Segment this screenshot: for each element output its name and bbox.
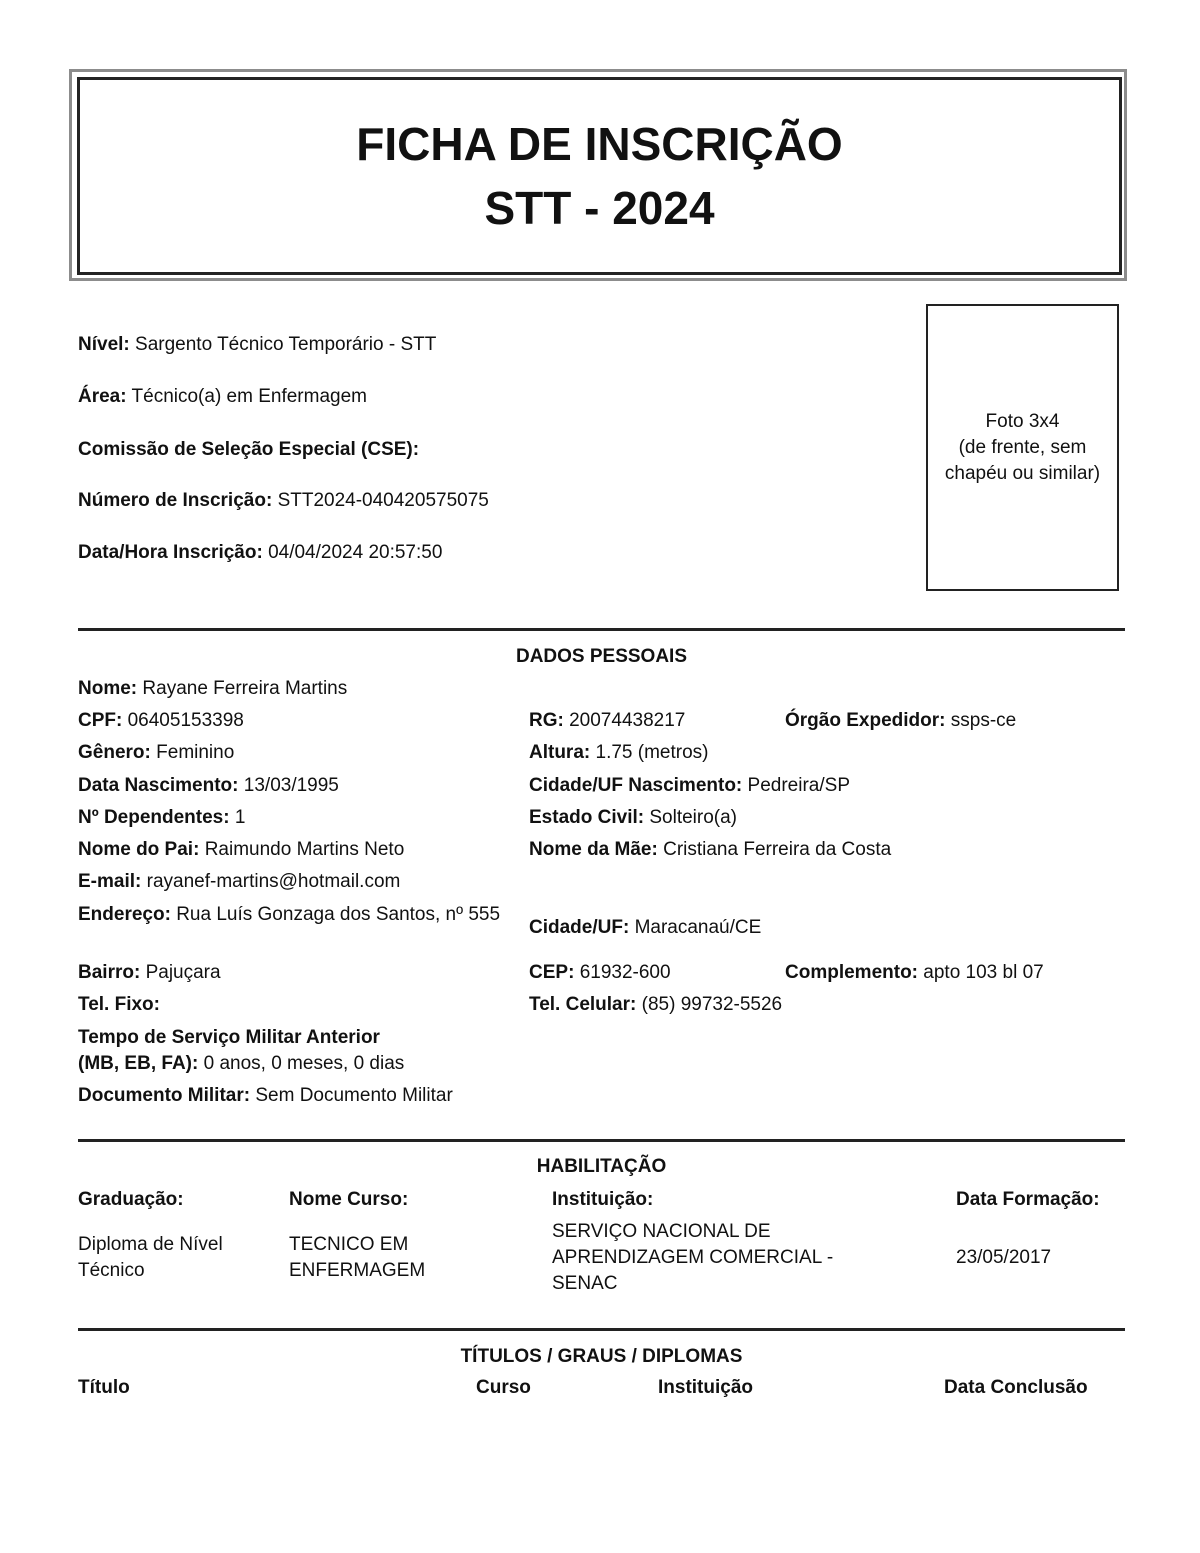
complemento-value: apto 103 bl 07 bbox=[923, 962, 1044, 983]
nascimento-value: 13/03/1995 bbox=[243, 775, 339, 796]
numero-label: Número de Inscrição: bbox=[78, 490, 273, 511]
col-header-data-formacao: Data Formação: bbox=[956, 1189, 1100, 1210]
altura-label: Altura: bbox=[529, 742, 591, 763]
dependentes-label: Nº Dependentes: bbox=[78, 807, 230, 828]
field-cidade-uf bbox=[529, 915, 761, 941]
col-header-curso: Curso bbox=[476, 1377, 531, 1398]
nascimento-label: Data Nascimento: bbox=[78, 775, 239, 796]
pai-value: Raimundo Martins Neto bbox=[204, 839, 405, 860]
section-title-habilitacao: HABILITAÇÃO bbox=[536, 1156, 667, 1177]
photo-placeholder: Foto 3x4 (de frente, sem chapéu ou similar) bbox=[926, 304, 1119, 591]
field-nivel bbox=[78, 332, 436, 358]
section-title-dados-pessoais: DADOS PESSOAIS bbox=[515, 646, 688, 667]
cpf-value: 06405153398 bbox=[127, 710, 244, 731]
endereco-value: Rua Luís Gonzaga dos Santos, nº 555 bbox=[176, 904, 501, 925]
field-cep bbox=[529, 960, 671, 986]
cep-label: CEP: bbox=[529, 962, 575, 983]
rg-label: RG: bbox=[529, 710, 564, 731]
cell-instituicao: SERVIÇO NACIONAL DE APRENDIZAGEM COMERCIAL - SENAC bbox=[552, 1221, 834, 1294]
nivel-label: Nível: bbox=[78, 334, 130, 355]
col-header-data-conclusao: Data Conclusão bbox=[944, 1377, 1088, 1398]
field-endereco bbox=[78, 902, 508, 928]
field-cse bbox=[78, 437, 419, 463]
tempo-servico-label-1: Tempo de Serviço Militar Anterior bbox=[78, 1027, 380, 1048]
col-header-instituicao: Instituição: bbox=[552, 1189, 654, 1210]
tel-fixo-label: Tel. Fixo: bbox=[78, 994, 160, 1015]
cse-label: Comissão de Seleção Especial (CSE): bbox=[78, 439, 420, 460]
orgao-value: ssps-ce bbox=[950, 710, 1017, 731]
cpf-label: CPF: bbox=[78, 710, 123, 731]
cell-graduacao: Diploma de Nível Técnico bbox=[78, 1234, 223, 1281]
mae-value: Cristiana Ferreira da Costa bbox=[663, 839, 892, 860]
field-nome-pai bbox=[78, 837, 404, 863]
field-cpf bbox=[78, 708, 244, 734]
bairro-label: Bairro: bbox=[78, 962, 141, 983]
tempo-servico-value: 0 anos, 0 meses, 0 dias bbox=[203, 1053, 405, 1074]
data-hora-value: 04/04/2024 20:57:50 bbox=[268, 542, 443, 563]
dependentes-value: 1 bbox=[234, 807, 246, 828]
title-line-2: STT - 2024 bbox=[484, 182, 715, 234]
doc-militar-value: Sem Documento Militar bbox=[255, 1085, 453, 1106]
email-label: E-mail: bbox=[78, 871, 142, 892]
field-tel-celular bbox=[529, 992, 782, 1018]
col-header-instituicao-titulo: Instituição bbox=[658, 1377, 754, 1398]
field-complemento bbox=[785, 960, 1044, 986]
doc-militar-label: Documento Militar: bbox=[78, 1085, 251, 1106]
area-label: Área: bbox=[78, 386, 127, 407]
tel-celular-label: Tel. Celular: bbox=[529, 994, 637, 1015]
numero-value: STT2024-040420575075 bbox=[277, 490, 489, 511]
field-nome-mae bbox=[529, 837, 891, 863]
field-dependentes bbox=[78, 805, 245, 831]
cidade-nasc-label: Cidade/UF Nascimento: bbox=[529, 775, 743, 796]
orgao-label: Órgão Expedidor: bbox=[785, 710, 946, 731]
field-area bbox=[78, 384, 367, 410]
cell-nome-curso: TECNICO EM ENFERMAGEM bbox=[289, 1234, 426, 1281]
document-title bbox=[77, 112, 1122, 240]
section-title-titulos: TÍTULOS / GRAUS / DIPLOMAS bbox=[460, 1346, 743, 1367]
title-line-1: FICHA DE INSCRIÇÃO bbox=[356, 118, 843, 170]
data-hora-label: Data/Hora Inscrição: bbox=[78, 542, 263, 563]
genero-value: Feminino bbox=[156, 742, 235, 763]
section-divider bbox=[78, 1139, 1125, 1142]
cep-value: 61932-600 bbox=[579, 962, 671, 983]
field-altura bbox=[529, 740, 709, 766]
email-value: rayanef-martins@hotmail.com bbox=[146, 871, 401, 892]
field-email bbox=[78, 869, 400, 895]
col-header-titulo: Título bbox=[78, 1377, 130, 1398]
tempo-servico-label-2: (MB, EB, FA): bbox=[78, 1053, 199, 1074]
mae-label: Nome da Mãe: bbox=[529, 839, 658, 860]
tel-celular-value: (85) 99732-5526 bbox=[641, 994, 783, 1015]
field-estado-civil bbox=[529, 805, 737, 831]
section-divider bbox=[78, 628, 1125, 631]
field-genero bbox=[78, 740, 234, 766]
field-numero-inscricao bbox=[78, 488, 489, 514]
cidade-uf-value: Maracanaú/CE bbox=[634, 917, 762, 938]
pai-label: Nome do Pai: bbox=[78, 839, 200, 860]
nivel-value: Sargento Técnico Temporário - STT bbox=[135, 334, 437, 355]
nome-value: Rayane Ferreira Martins bbox=[142, 678, 348, 699]
altura-value: 1.75 (metros) bbox=[595, 742, 709, 763]
cidade-nasc-value: Pedreira/SP bbox=[747, 775, 850, 796]
rg-value: 20074438217 bbox=[569, 710, 686, 731]
complemento-label: Complemento: bbox=[785, 962, 918, 983]
col-header-nome-curso: Nome Curso: bbox=[289, 1189, 409, 1210]
field-tel-fixo bbox=[78, 992, 160, 1018]
field-orgao-expedidor bbox=[785, 708, 1016, 734]
estado-civil-value: Solteiro(a) bbox=[649, 807, 738, 828]
field-data-hora bbox=[78, 540, 442, 566]
nome-label: Nome: bbox=[78, 678, 138, 699]
area-value: Técnico(a) em Enfermagem bbox=[131, 386, 367, 407]
field-tempo-servico bbox=[78, 1025, 404, 1077]
cidade-uf-label: Cidade/UF: bbox=[529, 917, 630, 938]
field-rg bbox=[529, 708, 685, 734]
col-header-graduacao: Graduação: bbox=[78, 1189, 184, 1210]
cell-data-formacao: 23/05/2017 bbox=[956, 1247, 1052, 1268]
field-data-nascimento bbox=[78, 773, 339, 799]
endereco-label: Endereço: bbox=[78, 904, 171, 925]
field-bairro bbox=[78, 960, 221, 986]
section-divider bbox=[78, 1328, 1125, 1331]
field-cidade-nascimento bbox=[529, 773, 850, 799]
field-nome bbox=[78, 676, 347, 702]
genero-label: Gênero: bbox=[78, 742, 151, 763]
field-documento-militar bbox=[78, 1083, 453, 1109]
estado-civil-label: Estado Civil: bbox=[529, 807, 645, 828]
bairro-value: Pajuçara bbox=[145, 962, 221, 983]
